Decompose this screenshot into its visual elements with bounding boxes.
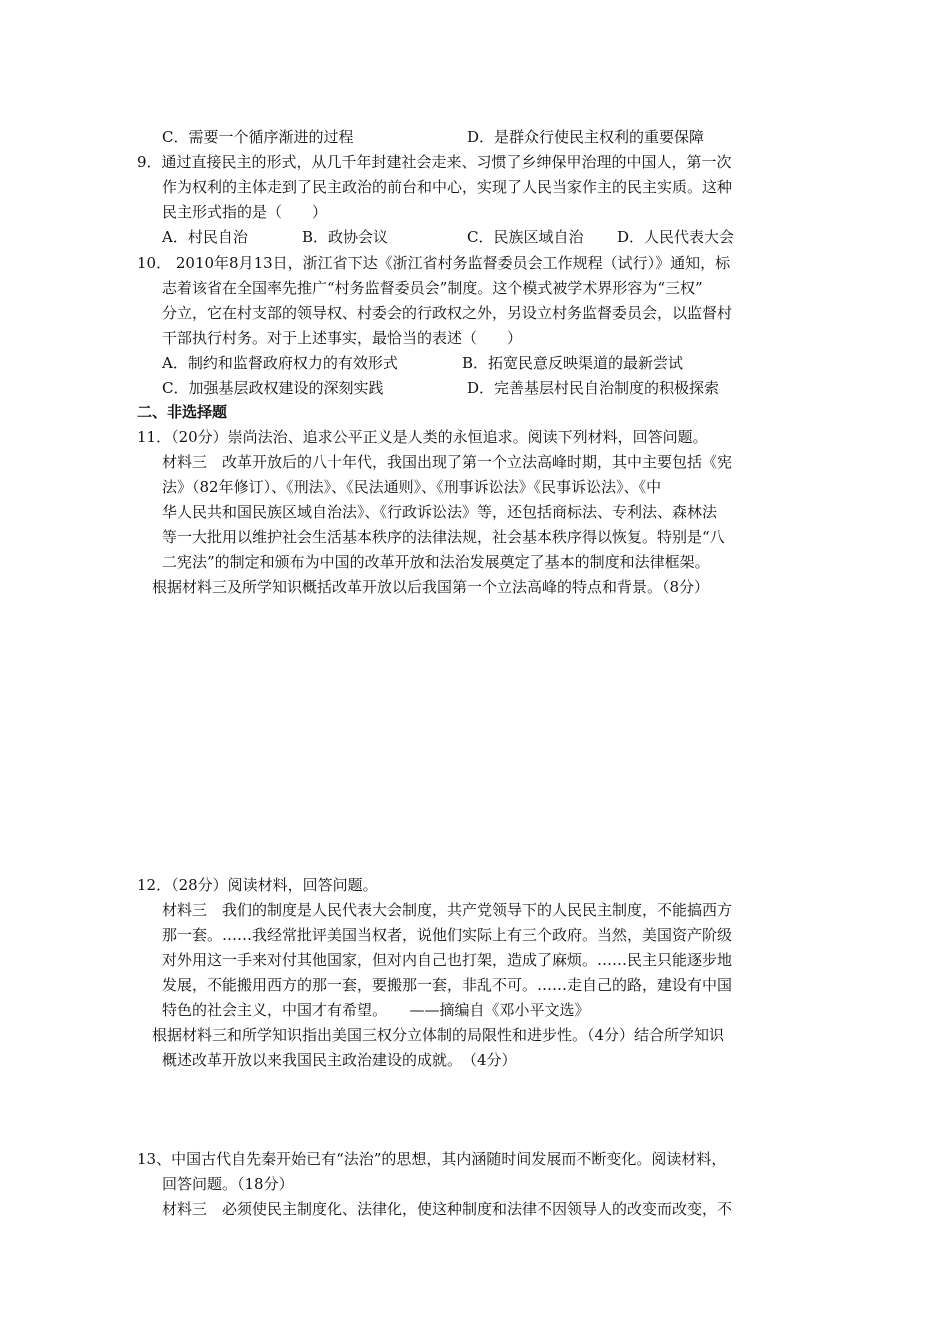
q9-option-b: B．政协会议 xyxy=(302,228,389,246)
q12-material-line-5: 特色的社会主义，中国才有希望。 ——摘编自《邓小平文选》 xyxy=(162,1001,590,1019)
q10-stem-line-3: 分立，它在村支部的领导权、村委会的行政权之外，另设立村务监督委员会，以监督村 xyxy=(162,304,733,322)
section-heading: 二、非选择题 xyxy=(137,403,228,421)
q13-material-line-1: 材料三 必须使民主制度化、法律化，使这种制度和法律不因领导人的改变而改变，不 xyxy=(162,1200,733,1218)
q8-option-d: D．是群众行使民主权利的重要保障 xyxy=(467,128,705,146)
q11-material-line-2: 法》（82年修订）、《刑法》、《民法通则》、《刑事诉讼法》《民事诉讼法》、《中 xyxy=(162,478,662,496)
q9-stem-line-1: 9．通过直接民主的形式，从几千年封建社会走来、习惯了乡绅保甲治理的中国人，第一次 xyxy=(137,153,732,171)
q11-material-line-4: 等一大批用以维护社会生活基本秩序的法律法规，社会基本秩序得以恢复。特别是“八 xyxy=(162,528,725,546)
q13-intro-line-1: 13、中国古代自先秦开始已有“法治”的思想，其内涵随时间发展而不断变化。阅读材料， xyxy=(137,1150,727,1168)
q12-intro: 12．（28分）阅读材料，回答问题。 xyxy=(137,876,378,894)
q9-stem-line-3: 民主形式指的是（ ） xyxy=(162,203,328,221)
q9-stem-line-2: 作为权利的主体走到了民主政治的前台和中心，实现了人民当家作主的民主实质。这种 xyxy=(162,178,733,196)
q11-question: 根据材料三及所学知识概括改革开放以后我国第一个立法高峰的特点和背景。（8分） xyxy=(152,578,710,596)
q9-option-c: C．民族区域自治 xyxy=(467,228,584,246)
q10-stem-line-1: 10． 2010年8月13日，浙江省下达《浙江省村务监督委员会工作规程（试行）》通知，标 xyxy=(137,254,731,272)
q9-option-d: D．人民代表大会 xyxy=(617,228,735,246)
q12-material-line-2: 那一套。……我经常批评美国当权者，说他们实际上有三个政府。当然，美国资产阶级 xyxy=(162,926,733,944)
q12-material-line-1: 材料三 我们的制度是人民代表大会制度，共产党领导下的人民民主制度，不能搞西方 xyxy=(162,901,733,919)
q12-question-line-2: 概述改革开放以来我国民主政治建设的成就。 （4分） xyxy=(162,1051,517,1069)
q12-question-line-1: 根据材料三和所学知识指出美国三权分立体制的局限性和进步性。（4分）结合所学知识 xyxy=(152,1026,725,1044)
q11-material-line-5: 二宪法”的制定和颁布为中国的改革开放和法治发展奠定了基本的制度和法律框架。 xyxy=(162,553,710,571)
q8-option-c: C．需要一个循序渐进的过程 xyxy=(162,128,354,146)
q12-material-line-3: 对外用这一手来对付其他国家，但对内自己也打架，造成了麻烦。……民主只能逐步地 xyxy=(162,951,733,969)
q11-intro: 11．（20分）崇尚法治、追求公平正义是人类的永恒追求。阅读下列材料，回答问题。 xyxy=(137,428,708,446)
q11-material-line-3: 华人民共和国民族区域自治法》、《行政诉讼法》等，还包括商标法、专利法、森林法 xyxy=(162,503,718,521)
q10-option-c: C．加强基层政权建设的深刻实践 xyxy=(162,379,384,397)
q10-stem-line-2: 志着该省在全国率先推广“村务监督委员会”制度。这个模式被学术界形容为“三权” xyxy=(162,279,703,297)
q10-option-b: B．拓宽民意反映渠道的最新尝试 xyxy=(462,354,684,372)
q10-stem-line-4: 干部执行村务。对于上述事实，最恰当的表述（ ） xyxy=(162,329,523,347)
q10-option-d: D．完善基层村民自治制度的积极探索 xyxy=(467,379,720,397)
q11-material-line-1: 材料三 改革开放后的八十年代，我国出现了第一个立法高峰时期，其中主要包括《宪 xyxy=(162,453,733,471)
q10-option-a: A．制约和监督政府权力的有效形式 xyxy=(162,354,398,372)
q12-material-line-4: 发展，不能搬用西方的那一套，要搬那一套，非乱不可。……走自己的路，建设有中国 xyxy=(162,976,733,994)
q13-intro-line-2: 回答问题。（18分） xyxy=(162,1175,294,1193)
q9-option-a: A．村民自治 xyxy=(162,228,248,246)
